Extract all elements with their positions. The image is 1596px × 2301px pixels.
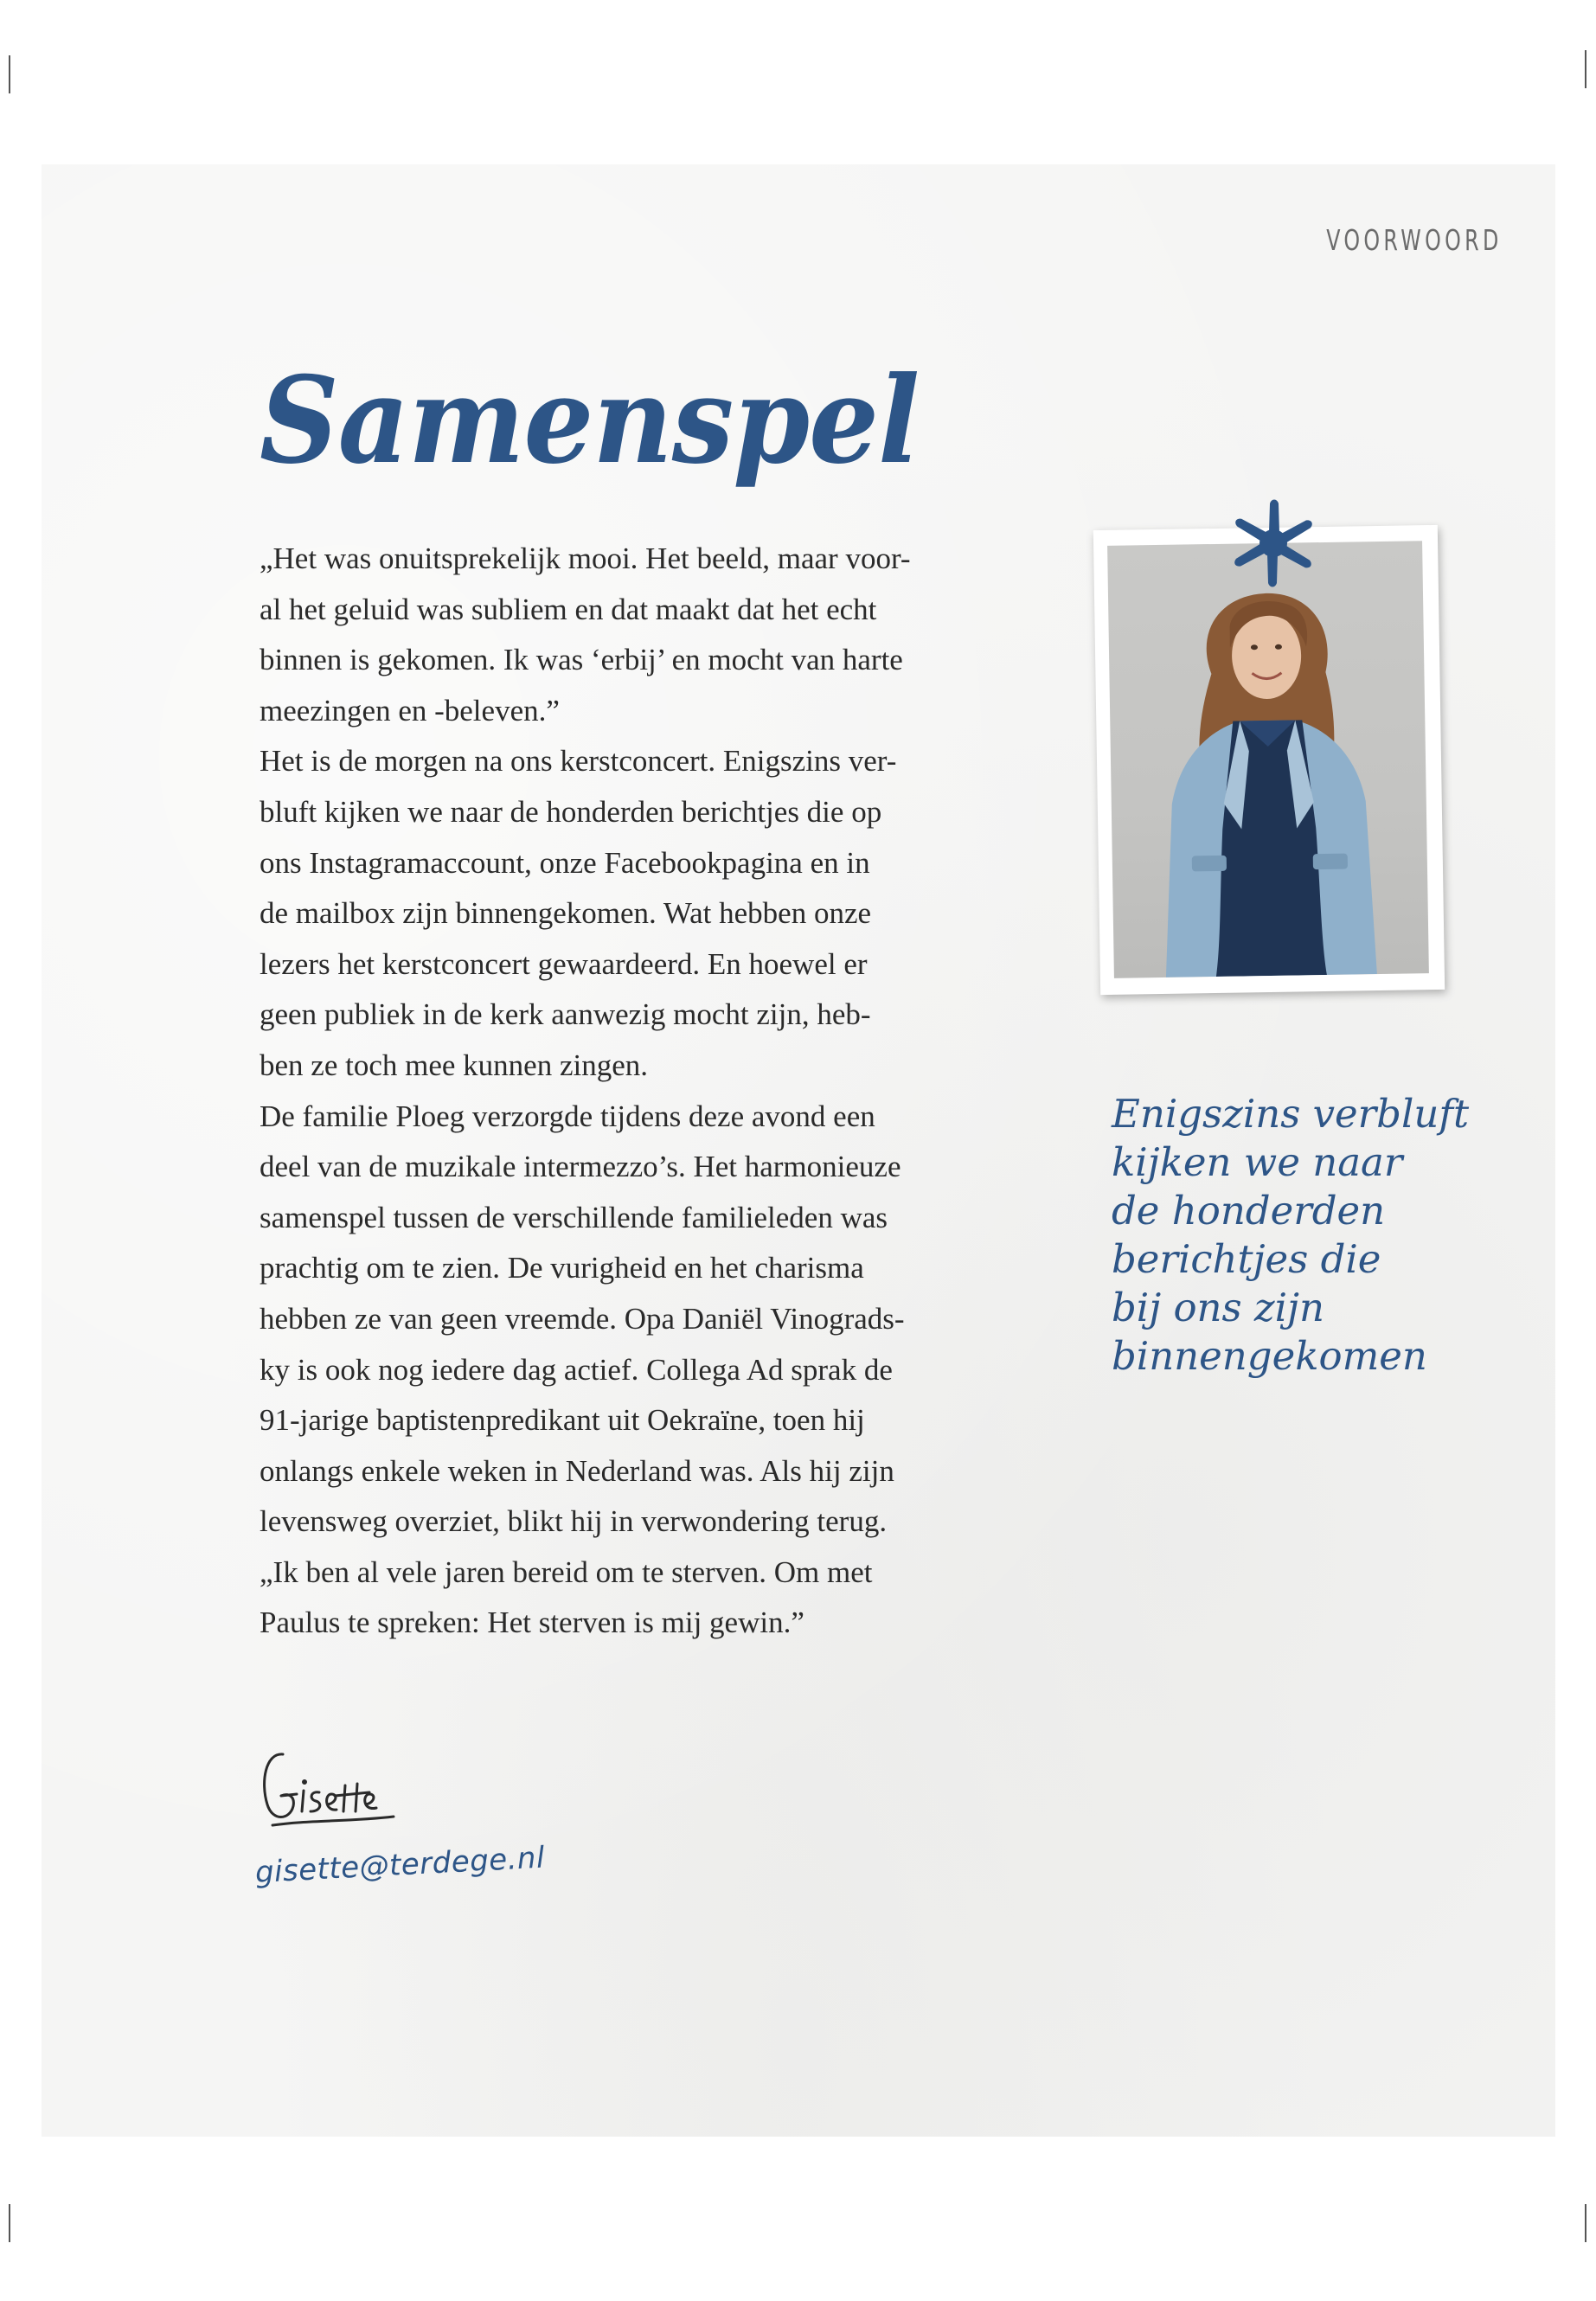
- crop-mark-top-left: [9, 55, 10, 93]
- portrait-illustration: [1107, 541, 1429, 978]
- pull-quote-line: de honderden: [1112, 1188, 1386, 1234]
- body-line: onlangs enkele weken in Nederland was. Als hij zijn: [260, 1453, 894, 1488]
- body-line: ben ze toch mee kunnen zingen.: [260, 1048, 648, 1082]
- pull-quote-line: kijken we naar: [1112, 1139, 1403, 1185]
- portrait-photo: [1107, 541, 1429, 978]
- body-line: binnen is gekomen. Ik was ‘erbij’ en mocht van harte: [260, 643, 903, 677]
- pull-quote-line: binnengekomen: [1112, 1333, 1427, 1379]
- page-title: Samenspel: [260, 349, 920, 490]
- handwritten-signature: [255, 1739, 411, 1834]
- article-body: [260, 534, 1003, 1649]
- crop-mark-bottom-left: [9, 2204, 10, 2242]
- photo-frame: [1093, 525, 1445, 995]
- section-label: VOORWOORD: [1326, 223, 1503, 257]
- body-line: ons Instagramaccount, onze Facebookpagina en in: [260, 845, 870, 880]
- body-line: bluft kijken we naar de honderden berichtjes die op: [260, 794, 882, 829]
- pull-quote-line: berichtjes die: [1112, 1236, 1381, 1282]
- body-line: samenspel tussen de verschillende familieleden was: [260, 1200, 888, 1234]
- body-line: Paulus te spreken: Het sterven is mij gewin.”: [260, 1606, 804, 1640]
- body-line: de mailbox zijn binnengekomen. Wat hebben onze: [260, 896, 872, 931]
- body-line: De familie Ploeg verzorgde tijdens deze avond een: [260, 1099, 875, 1133]
- body-line: al het geluid was subliem en dat maakt dat het echt: [260, 592, 877, 626]
- body-line: meezingen en -beleven.”: [260, 693, 560, 727]
- pull-quote-line: bij ons zijn: [1112, 1285, 1324, 1330]
- crop-mark-top-right: [1585, 50, 1586, 88]
- body-line: Het is de morgen na ons kerstconcert. Enigszins ver-: [260, 744, 897, 779]
- body-line: ky is ook nog iedere dag actief. Collega Ad sprak de: [260, 1352, 893, 1387]
- body-line: hebben ze van geen vreemde. Opa Daniël Vinograds-: [260, 1301, 905, 1336]
- body-line: lezers het kerstconcert gewaardeerd. En hoewel er: [260, 946, 868, 981]
- pull-quote: [1112, 1090, 1475, 1381]
- body-line: „Ik ben al vele jaren bereid om te sterven. Om met: [260, 1554, 873, 1589]
- star-icon: [1227, 497, 1320, 590]
- body-line: levensweg overziet, blikt hij in verwondering terug.: [260, 1504, 888, 1539]
- body-line: „Het was onuitsprekelijk mooi. Het beeld, maar voor-: [260, 542, 911, 575]
- pull-quote-line: Enigszins verbluft: [1112, 1091, 1470, 1137]
- email-link[interactable]: gisette@terdege.nl: [253, 1840, 546, 1890]
- body-line: 91-jarige baptistenpredikant uit Oekraïne, toen hij: [260, 1403, 865, 1438]
- crop-mark-bottom-right: [1585, 2204, 1586, 2242]
- signature-block: [253, 1739, 546, 1912]
- body-line: geen publiek in de kerk aanwezig mocht zijn, heb-: [260, 997, 871, 1032]
- body-line: prachtig om te zien. De vurigheid en het charisma: [260, 1251, 864, 1285]
- body-line: deel van de muzikale intermezzo’s. Het harmonieuze: [260, 1150, 901, 1184]
